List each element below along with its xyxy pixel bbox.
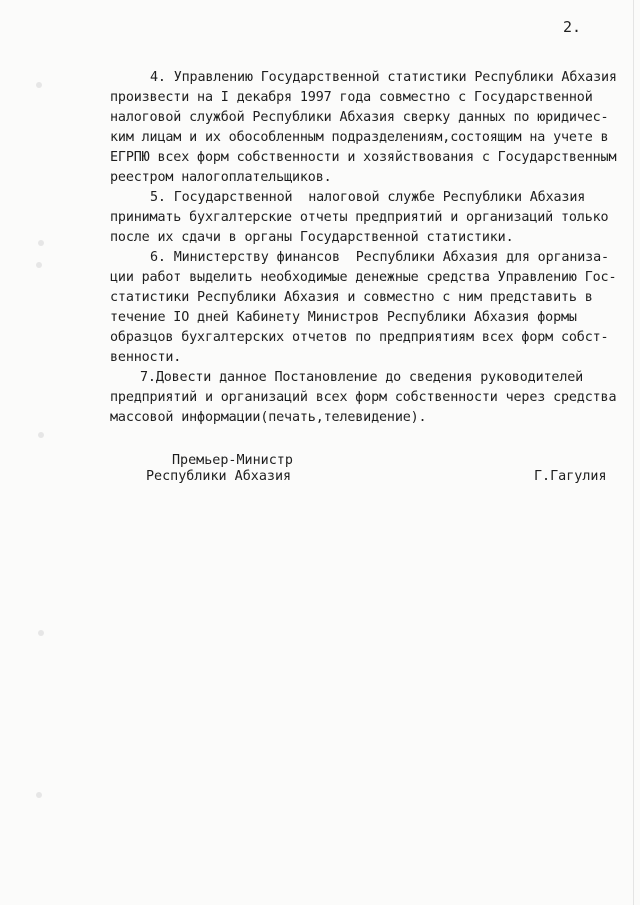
- text-line: 7.Довести данное Постановление до сведения руководителей: [140, 370, 584, 385]
- text-line: венности.: [110, 350, 182, 365]
- page-number: 2.: [563, 18, 582, 36]
- text-line: статистики Республики Абхазия и совместно с ним представить в: [110, 290, 593, 305]
- scan-speck: [36, 82, 42, 88]
- text-line: массовой информации(печать,телевидение).: [110, 410, 427, 425]
- page-edge: [633, 0, 634, 905]
- text-line: ЕГРПЮ всех форм собственности и хозяйствования с Государственным: [110, 150, 617, 165]
- text-line: предприятий и организаций всех форм собственности через средства: [110, 390, 617, 405]
- text-line: реестром налогоплательщиков.: [110, 170, 332, 185]
- signatory-title: Премьер-Министр: [172, 453, 293, 468]
- text-line: принимать бухгалтерские отчеты предприятий и организаций только: [110, 210, 609, 225]
- scan-speck: [38, 240, 44, 246]
- text-line: течение IO дней Кабинету Министров Республики Абхазия формы: [110, 310, 577, 325]
- text-line: произвести на I декабря 1997 года совместно с Государственной: [110, 90, 593, 105]
- text-line: налоговой службой Республики Абхазия сверку данных по юридичес-: [110, 110, 609, 125]
- text-line: после их сдачи в органы Государственной статистики.: [110, 230, 514, 245]
- signatory-title: Республики Абхазия: [146, 469, 292, 484]
- scan-speck: [38, 432, 44, 438]
- scan-speck: [38, 630, 44, 636]
- text-line: 6. Министерству финансов Республики Абхазия для организа-: [150, 250, 609, 265]
- scan-speck: [36, 262, 42, 268]
- text-line: ции работ выделить необходимые денежные средства Управлению Гос-: [110, 270, 617, 285]
- signatory-name: Г.Гагулия: [534, 469, 607, 484]
- text-line: ким лицам и их обособленным подразделениям,состоящим на учете в: [110, 130, 609, 145]
- text-line: 4. Управлению Государственной статистики Республики Абхазия: [150, 70, 617, 85]
- text-line: 5. Государственной налоговой службе Республики Абхазия: [150, 190, 586, 205]
- text-line: образцов бухгалтерских отчетов по предприятиям всех форм собст-: [110, 330, 609, 345]
- scan-speck: [36, 792, 42, 798]
